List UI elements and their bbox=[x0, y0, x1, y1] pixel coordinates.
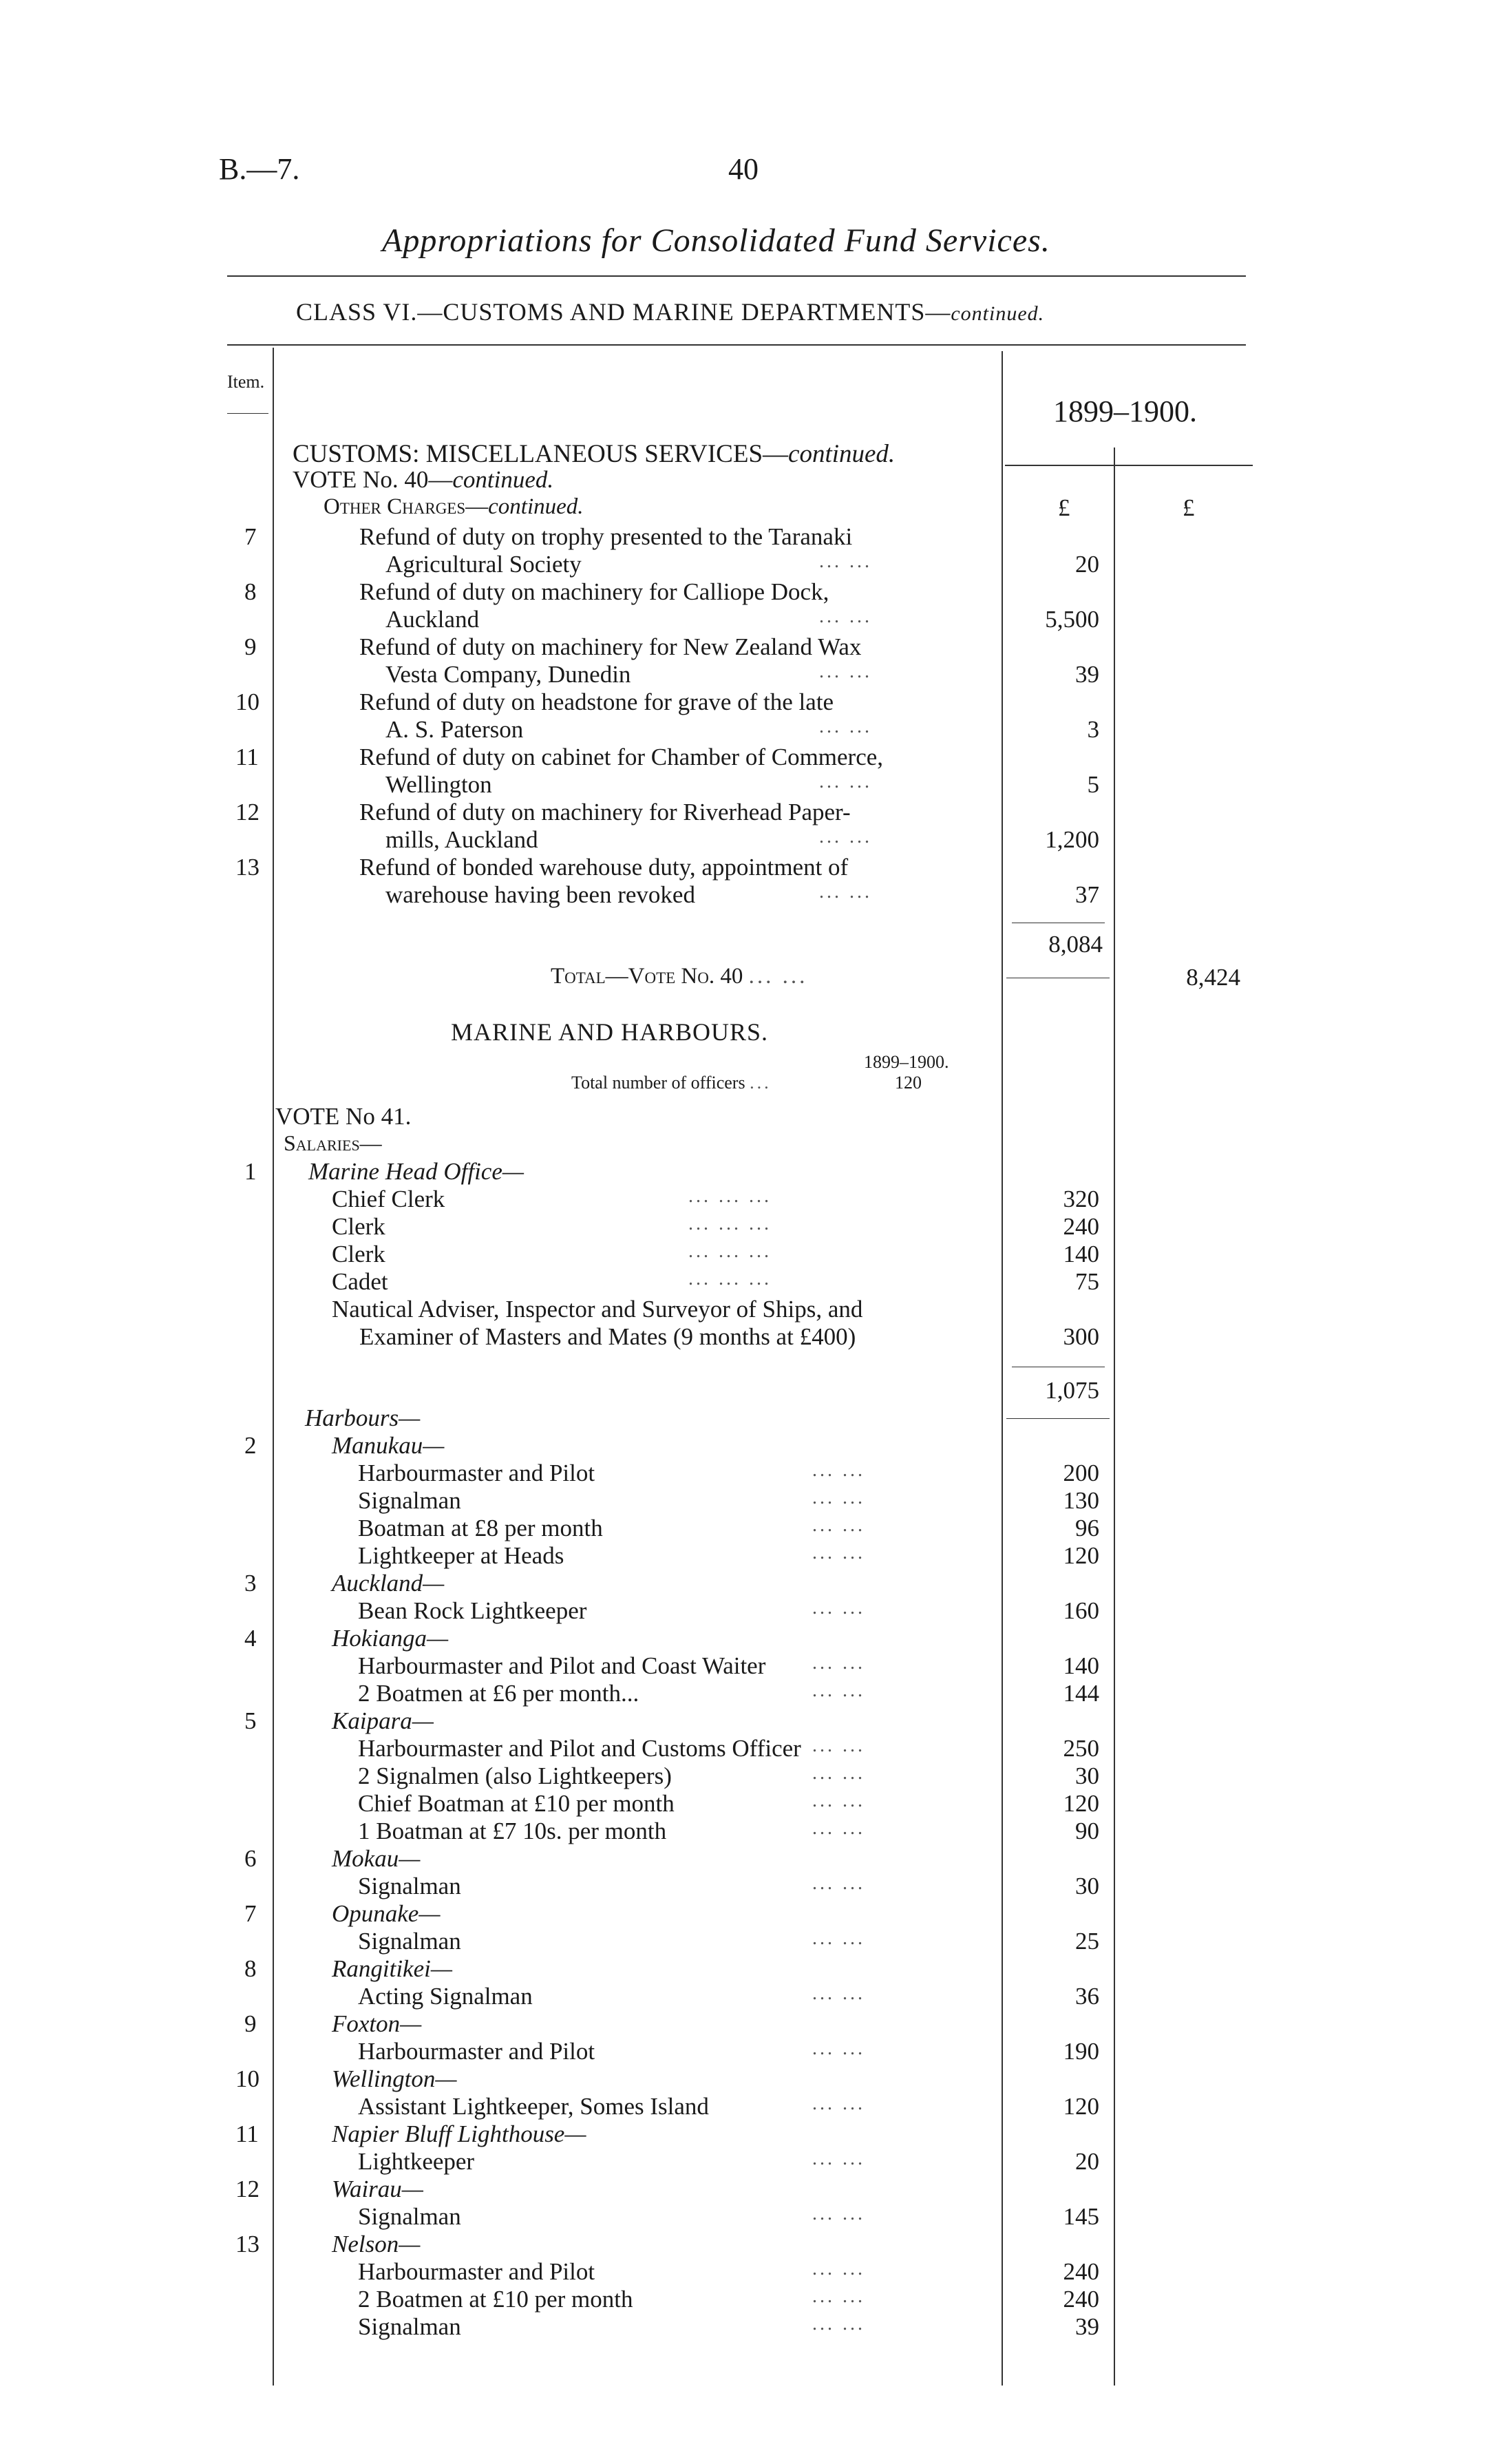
salary-amount: 240 bbox=[1063, 1213, 1099, 1240]
salary-amount: 140 bbox=[1063, 1241, 1099, 1267]
salary-position: 2 Signalmen (also Lightkeepers) bbox=[358, 1762, 672, 1789]
refund-description-line-2: A. S. Paterson bbox=[385, 716, 524, 743]
salary-amount: 36 bbox=[1075, 1983, 1099, 2010]
leader-dots: ... ... bbox=[812, 2093, 865, 2114]
amount-column-divider-mid bbox=[1114, 447, 1115, 2386]
salary-position: Clerk bbox=[332, 1241, 385, 1267]
refund-description-line-1: Refund of duty on machinery for New Zealand Wax bbox=[359, 633, 862, 660]
salary-position: Assistant Lightkeeper, Somes Island bbox=[358, 2093, 709, 2120]
page-title: Appropriations for Consolidated Fund Services. bbox=[382, 222, 1050, 259]
salary-position: Signalman bbox=[358, 2313, 461, 2340]
item-number: 11 bbox=[235, 2120, 259, 2147]
salary-amount: 20 bbox=[1075, 2148, 1099, 2175]
salary-amount: 120 bbox=[1063, 1790, 1099, 1817]
leader-dots: ... ... bbox=[812, 1983, 865, 2004]
salary-position: Acting Signalman bbox=[358, 1983, 533, 2010]
salary-amount: 240 bbox=[1063, 2258, 1099, 2285]
salary-amount: 200 bbox=[1063, 1460, 1099, 1486]
vote-40-total: 8,424 bbox=[1186, 964, 1240, 991]
harbour-name: Wellington— bbox=[332, 2065, 457, 2092]
class-rule bbox=[227, 344, 1246, 346]
leader-dots: ... ... bbox=[819, 661, 872, 682]
salary-position: Clerk bbox=[332, 1213, 385, 1240]
harbour-name: Manukau— bbox=[332, 1432, 445, 1459]
item-number: 10 bbox=[235, 2065, 260, 2092]
salary-amount: 120 bbox=[1063, 2093, 1099, 2120]
officers-count: 120 bbox=[895, 1073, 922, 1093]
harbour-name: Rangitikei— bbox=[332, 1955, 452, 1982]
salary-position: Signalman bbox=[358, 1873, 461, 1899]
item-column-divider bbox=[273, 348, 274, 2386]
harbour-name: Auckland— bbox=[332, 1570, 445, 1597]
refund-description-line-2: Auckland bbox=[385, 606, 480, 633]
salary-amount: 96 bbox=[1075, 1515, 1099, 1541]
salary-amount: 160 bbox=[1063, 1597, 1099, 1624]
adviser-line-2: Examiner of Masters and Mates (9 months at £400) bbox=[359, 1323, 856, 1350]
salary-position: Chief Boatman at £10 per month bbox=[358, 1790, 675, 1817]
salary-position: Harbourmaster and Pilot and Customs Officer bbox=[358, 1735, 801, 1762]
year-header-rule bbox=[1005, 465, 1253, 466]
leader-dots: ... ... bbox=[812, 1652, 865, 1674]
salary-position: Harbourmaster and Pilot bbox=[358, 2038, 595, 2065]
salary-amount: 145 bbox=[1063, 2203, 1099, 2230]
leader-dots: ... ... bbox=[812, 1790, 865, 1811]
item-header-rule bbox=[227, 413, 268, 414]
refund-description-line-1: Refund of duty on trophy presented to the Taranaki bbox=[359, 523, 853, 550]
salary-amount: 75 bbox=[1075, 1268, 1099, 1295]
item-number: 10 bbox=[235, 688, 260, 715]
vote-41-heading: VOTE No 41. bbox=[275, 1103, 412, 1130]
leader-dots: ... ... bbox=[819, 716, 872, 737]
leader-dots: ... ... bbox=[812, 1873, 865, 1894]
leader-dots: ... ... bbox=[812, 2286, 865, 2307]
item-number: 3 bbox=[244, 1570, 257, 1597]
leader-dots: ... ... bbox=[819, 771, 872, 792]
item-number: 13 bbox=[235, 2231, 260, 2257]
leader-dots: ... ... bbox=[812, 1515, 865, 1536]
harbour-name: Wairau— bbox=[332, 2176, 423, 2202]
top-rule bbox=[227, 275, 1246, 277]
harbour-name: Foxton— bbox=[332, 2010, 422, 2037]
pound-sign-column-1: £ bbox=[1058, 494, 1070, 521]
item-number: 9 bbox=[244, 2010, 257, 2037]
other-charges-heading: Other Charges—continued. bbox=[324, 494, 584, 519]
leader-dots: ... ... bbox=[812, 1542, 865, 1563]
leader-dots: ... ... ... bbox=[688, 1186, 772, 1207]
item-number: 12 bbox=[235, 799, 260, 825]
salary-position: Harbourmaster and Pilot bbox=[358, 1460, 595, 1486]
adviser-amount: 300 bbox=[1063, 1323, 1099, 1350]
leader-dots: ... ... bbox=[812, 1487, 865, 1508]
vote-40-total-label: Total—Vote No. 40 ... ... bbox=[551, 964, 808, 989]
refund-amount: 1,200 bbox=[1045, 826, 1099, 853]
leader-dots: ... ... ... bbox=[688, 1268, 772, 1289]
salary-position: Signalman bbox=[358, 1928, 461, 1955]
refund-amount: 20 bbox=[1075, 551, 1099, 578]
salary-position: Bean Rock Lightkeeper bbox=[358, 1597, 587, 1624]
harbour-name: Mokau— bbox=[332, 1845, 421, 1872]
item-number: 12 bbox=[235, 2176, 260, 2202]
item-number: 11 bbox=[235, 744, 259, 770]
leader-dots: ... ... bbox=[812, 2038, 865, 2059]
head-office-label: Marine Head Office— bbox=[308, 1158, 524, 1185]
salary-position: Lightkeeper at Heads bbox=[358, 1542, 564, 1569]
salary-amount: 140 bbox=[1063, 1652, 1099, 1679]
leader-dots: ... ... bbox=[812, 1928, 865, 1949]
head-office-subtotal: 1,075 bbox=[1045, 1377, 1099, 1404]
salary-amount: 120 bbox=[1063, 1542, 1099, 1569]
leader-dots: ... ... ... bbox=[688, 1213, 772, 1234]
leader-dots: ... ... bbox=[812, 1597, 865, 1619]
item-number: 7 bbox=[244, 1900, 257, 1927]
officers-label: Total number of officers ... bbox=[571, 1073, 772, 1093]
page-number: 40 bbox=[728, 152, 759, 186]
officers-year: 1899–1900. bbox=[864, 1052, 949, 1072]
salary-position: Boatman at £8 per month bbox=[358, 1515, 603, 1541]
refund-description-line-2: warehouse having been revoked bbox=[385, 881, 695, 908]
leader-dots: ... ... bbox=[819, 826, 872, 847]
item-number: 13 bbox=[235, 854, 260, 881]
item-number: 5 bbox=[244, 1707, 257, 1734]
leader-dots: ... ... bbox=[812, 1735, 865, 1756]
salary-amount: 190 bbox=[1063, 2038, 1099, 2065]
leader-dots: ... ... bbox=[812, 2203, 865, 2224]
refund-description-line-2: Vesta Company, Dunedin bbox=[385, 661, 631, 688]
leader-dots: ... ... ... bbox=[688, 1241, 772, 1262]
year-column-header: 1899–1900. bbox=[1053, 394, 1197, 428]
customs-heading: CUSTOMS: MISCELLANEOUS SERVICES—continued. bbox=[293, 440, 896, 468]
refund-description-line-1: Refund of duty on headstone for grave of the late bbox=[359, 688, 834, 715]
salary-amount: 90 bbox=[1075, 1818, 1099, 1844]
salary-position: 2 Boatmen at £10 per month bbox=[358, 2286, 633, 2313]
salary-position: 2 Boatmen at £6 per month... bbox=[358, 1680, 639, 1707]
salary-position: 1 Boatman at £7 10s. per month bbox=[358, 1818, 667, 1844]
salary-amount: 25 bbox=[1075, 1928, 1099, 1955]
pound-sign-column-2: £ bbox=[1183, 494, 1195, 521]
subtotal-dash-rule bbox=[1006, 1418, 1110, 1419]
refund-description-line-1: Refund of duty on cabinet for Chamber of Commerce, bbox=[359, 744, 884, 770]
item-number-1: 1 bbox=[244, 1158, 257, 1185]
harbour-name: Nelson— bbox=[332, 2231, 421, 2257]
salary-amount: 250 bbox=[1063, 1735, 1099, 1762]
salary-position: Cadet bbox=[332, 1268, 388, 1295]
salary-position: Signalman bbox=[358, 1487, 461, 1514]
adviser-line-1: Nautical Adviser, Inspector and Surveyor of Ships, and bbox=[332, 1296, 863, 1323]
salary-amount: 130 bbox=[1063, 1487, 1099, 1514]
leader-dots: ... ... bbox=[819, 606, 872, 627]
salaries-heading: Salaries— bbox=[284, 1130, 382, 1155]
leader-dots: ... ... bbox=[812, 1680, 865, 1701]
leader-dots: ... ... bbox=[819, 551, 872, 572]
harbour-name: Opunake— bbox=[332, 1900, 441, 1927]
salary-amount: 39 bbox=[1075, 2313, 1099, 2340]
leader-dots: ... ... bbox=[812, 1818, 865, 1839]
salary-position: Harbourmaster and Pilot and Coast Waiter bbox=[358, 1652, 766, 1679]
harbour-name: Hokianga— bbox=[332, 1625, 449, 1652]
salary-position: Chief Clerk bbox=[332, 1186, 445, 1212]
refund-amount: 37 bbox=[1075, 881, 1099, 908]
refund-description-line-1: Refund of duty on machinery for Riverhead Paper- bbox=[359, 799, 851, 825]
class-heading: CLASS VI.—CUSTOMS AND MARINE DEPARTMENTS—continued. bbox=[296, 298, 1045, 326]
leader-dots: ... ... bbox=[812, 2148, 865, 2169]
customs-subtotal: 8,084 bbox=[1048, 931, 1103, 958]
item-number: 8 bbox=[244, 578, 257, 605]
refund-amount: 3 bbox=[1087, 716, 1099, 743]
salary-position: Signalman bbox=[358, 2203, 461, 2230]
marine-heading: MARINE AND HARBOURS. bbox=[451, 1018, 769, 1046]
item-number: 4 bbox=[244, 1625, 257, 1652]
item-number: 6 bbox=[244, 1845, 257, 1872]
salary-amount: 320 bbox=[1063, 1186, 1099, 1212]
refund-description-line-1: Refund of duty on machinery for Calliope Dock, bbox=[359, 578, 829, 605]
vote-40-heading: VOTE No. 40—continued. bbox=[293, 466, 554, 493]
refund-amount: 5 bbox=[1087, 771, 1099, 798]
salary-amount: 30 bbox=[1075, 1873, 1099, 1899]
leader-dots: ... ... bbox=[812, 2258, 865, 2279]
harbour-name: Napier Bluff Lighthouse— bbox=[332, 2120, 586, 2147]
refund-description-line-1: Refund of bonded warehouse duty, appointment of bbox=[359, 854, 849, 881]
leader-dots: ... ... bbox=[812, 1460, 865, 1481]
amount-column-divider-left bbox=[1002, 351, 1003, 2386]
salary-amount: 240 bbox=[1063, 2286, 1099, 2313]
leader-dots: ... ... bbox=[812, 2313, 865, 2335]
salary-position: Lightkeeper bbox=[358, 2148, 475, 2175]
item-number: 8 bbox=[244, 1955, 257, 1982]
salary-amount: 30 bbox=[1075, 1762, 1099, 1789]
harbour-name: Kaipara— bbox=[332, 1707, 434, 1734]
salary-amount: 144 bbox=[1063, 1680, 1099, 1707]
refund-description-line-2: Agricultural Society bbox=[385, 551, 582, 578]
leader-dots: ... ... bbox=[812, 1762, 865, 1784]
leader-dots: ... ... bbox=[819, 881, 872, 903]
refund-amount: 5,500 bbox=[1045, 606, 1099, 633]
refund-description-line-2: mills, Auckland bbox=[385, 826, 538, 853]
refund-description-line-2: Wellington bbox=[385, 771, 492, 798]
salary-position: Harbourmaster and Pilot bbox=[358, 2258, 595, 2285]
item-number: 7 bbox=[244, 523, 257, 550]
refund-amount: 39 bbox=[1075, 661, 1099, 688]
item-number: 2 bbox=[244, 1432, 257, 1459]
item-column-header: Item. bbox=[227, 372, 265, 392]
item-number: 9 bbox=[244, 633, 257, 660]
harbours-heading: Harbours— bbox=[305, 1404, 421, 1431]
document-reference: B.—7. bbox=[219, 152, 300, 186]
